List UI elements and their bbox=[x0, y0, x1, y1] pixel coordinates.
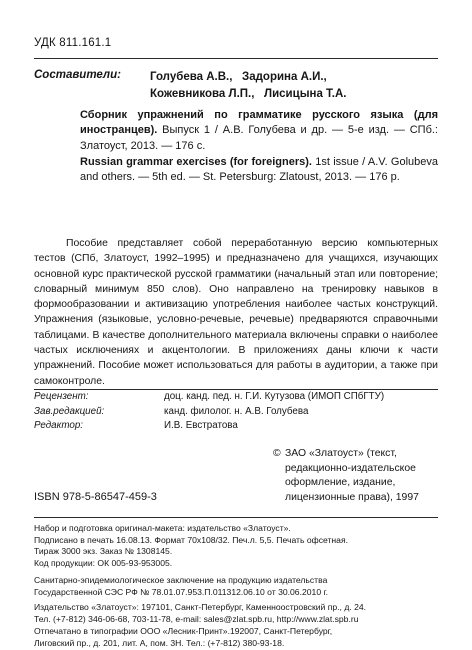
isbn: ISBN 978-5-86547-459-3 bbox=[34, 491, 157, 503]
imprint-production bbox=[34, 523, 348, 569]
compilers-label: Составители: bbox=[34, 69, 121, 81]
imprint-line: Лиговский пр., д. 201, лит. А, пом. 3Н. Тел.: (+7-812) 380-93-18. bbox=[34, 637, 285, 648]
reviewer-value: доц. канд. пед. н. Г.И. Кутузова (ИМОП СПбГТУ) bbox=[164, 391, 385, 402]
imprint-line: Издательство «Златоуст»: 197101, Санкт-Петербург, Каменноостровский пр., д. 24. bbox=[34, 602, 367, 612]
imprint-publisher bbox=[34, 602, 366, 625]
copyright-text: ЗАО «Златоуст» (текст, редакционно-издательское оформление, издание, лицензионные права), 1997 bbox=[285, 448, 419, 503]
imprint-line: Набор и подготовка оригинал-макета: издательство «Златоуст». bbox=[34, 523, 291, 533]
bibliography-english bbox=[80, 155, 438, 186]
bibliography-russian bbox=[80, 108, 438, 154]
editor-label: Редактор: bbox=[34, 420, 84, 431]
russian-title: Сборник упражнений по грамматике русского языка (для иностранцев). bbox=[80, 109, 438, 137]
reviewer-label: Рецензент: bbox=[34, 391, 89, 402]
imprint-sanitary bbox=[34, 575, 328, 598]
imprint-line: Код продукции: ОК 005-93-953005. bbox=[34, 557, 173, 568]
imprint-line: Отпечатано в типографии ООО «Лесник-Принт».192007, Санкт-Петербург, bbox=[34, 626, 333, 636]
annotation-text: Пособие представляет собой переработанную версию компьютерных тестов (СПб, Златоуст, 1992–1995) и предназначено для учащихся, изучающих основной курс практической русской грамматики (начальный этап или повторение; словарный минимум 850 слов). Оно направлено на тренировку навыков в формообразовании и активизацию употребления наиболее частых конструкций. Упражнения (языковые, условно-речевые, речевые) предваряются справочными таблицами. В качестве дополнительного материала включены справки о наиболее частых исключениях и акцентологии. В приложениях даны ключи к части упражнений. Пособие может использоваться для работы в аудитории, а также при самоконтроле. bbox=[34, 238, 438, 387]
head-editor-label: Зав.редакцией: bbox=[34, 405, 105, 417]
imprint-line: Санитарно-эпидемиологическое заключение на продукцию издательства bbox=[34, 575, 328, 585]
imprint-line: Тел. (+7-812) 346-06-68, 703-11-78, e-mail: sales@zlat.spb.ru, http://www.zlat.spb.ru bbox=[34, 613, 359, 624]
compilers-line-2: Кожевникова Л.П., Лисицына Т.А. bbox=[150, 88, 347, 100]
compilers-names bbox=[150, 69, 346, 103]
top-divider bbox=[34, 58, 438, 59]
annotation bbox=[34, 236, 438, 389]
imprint-divider bbox=[34, 517, 438, 518]
udk-code: УДК 811.161.1 bbox=[34, 37, 112, 49]
english-details: 1st issue / A.V. Golubeva and others. — 5th ed. — St. Petersburg: Zlatoust, 2013. — 176 p. bbox=[80, 156, 439, 184]
copyright-symbol: © bbox=[273, 448, 281, 459]
imprint-line: Тираж 3000 экз. Заказ № 1308145. bbox=[34, 546, 173, 557]
imprint-line: Подписано в печать 16.08.13. Формат 70x108/32. Печ.л. 5,5. Печать офсетная. bbox=[34, 534, 348, 545]
english-title: Russian grammar exercises (for foreigners). bbox=[80, 156, 312, 168]
compilers-line-1: Голубева А.В., Задорина А.И., bbox=[150, 71, 327, 83]
head-editor-value: канд. филолог. н. А.В. Голубева bbox=[164, 405, 309, 417]
copyright-notice bbox=[273, 447, 441, 505]
russian-details: Выпуск 1 / А.В. Голубева и др. — 5-е изд. — СПб.: Златоуст, 2013. — 176 с. bbox=[80, 124, 438, 152]
imprint-line: Государственной СЭС РФ № 78.01.07.953.П.011312.06.10 от 30.06.2010 г. bbox=[34, 586, 328, 597]
imprint-printer bbox=[34, 626, 332, 649]
editor-value: И.В. Евстратова bbox=[164, 420, 238, 431]
